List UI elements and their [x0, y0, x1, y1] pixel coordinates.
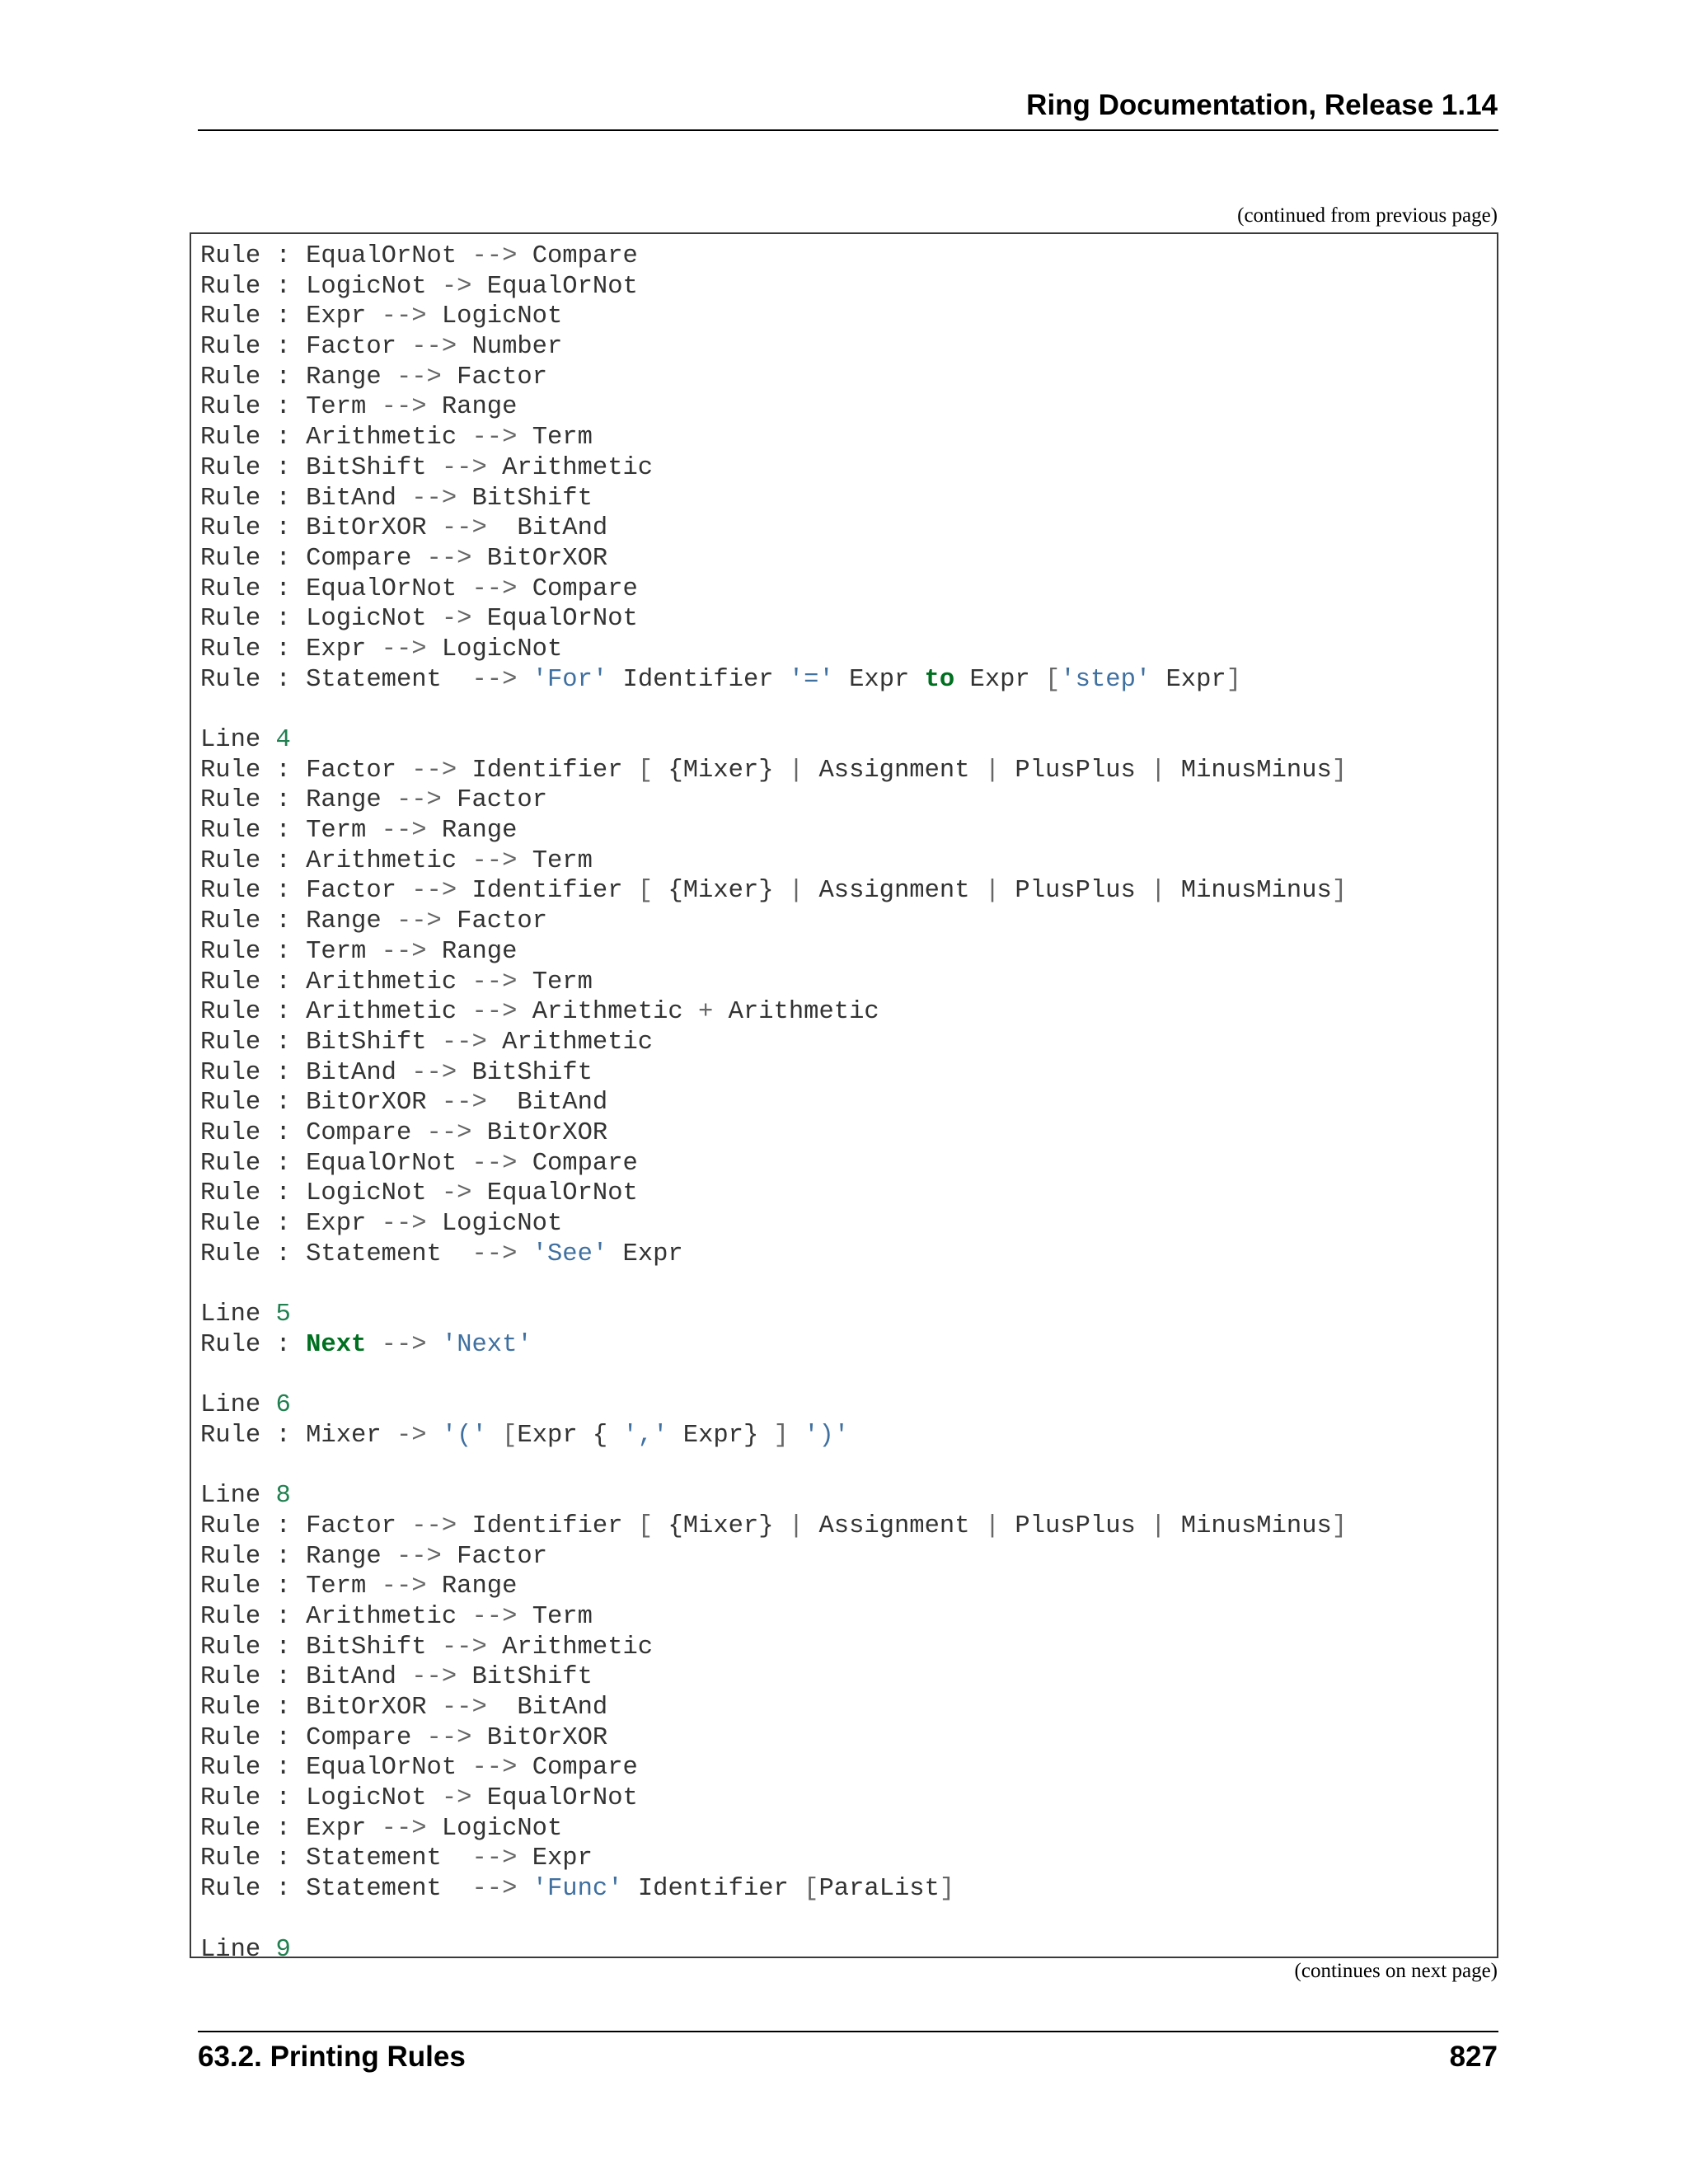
- code-token: Expr: [954, 665, 1046, 694]
- code-token: ]: [939, 1875, 955, 1904]
- code-token: -->: [471, 1149, 518, 1178]
- code-token: ->: [441, 272, 472, 301]
- code-token: Rule : BitShift: [200, 1633, 442, 1661]
- code-line: [200, 1753, 1347, 1783]
- code-line: [200, 1421, 1347, 1451]
- code-token: [366, 1331, 381, 1359]
- code-token: Arithmetic: [486, 453, 654, 482]
- code-token: -->: [381, 1814, 427, 1843]
- code-token: -->: [411, 1511, 457, 1540]
- code-token: -->: [471, 998, 518, 1027]
- code-token: Rule : Factor: [200, 877, 412, 906]
- code-token: BitShift: [457, 1058, 593, 1087]
- code-line: [200, 756, 1347, 786]
- code-token: -->: [471, 1240, 518, 1268]
- code-token: BitOrXOR: [471, 1118, 608, 1147]
- code-line: [200, 968, 1347, 998]
- code-token: ]: [773, 1421, 789, 1450]
- code-line: [200, 1633, 1347, 1663]
- footer-page-number: 827: [1449, 2041, 1498, 2073]
- code-token: -->: [411, 1058, 457, 1087]
- code-token: Line: [200, 1391, 276, 1420]
- code-line: [200, 665, 1347, 696]
- code-token: Arithmetic: [517, 998, 699, 1027]
- code-line: [200, 1179, 1347, 1209]
- code-token: -->: [471, 1602, 518, 1631]
- code-token: Number: [457, 333, 563, 362]
- code-token: Range: [426, 817, 518, 846]
- code-token: 8: [275, 1482, 291, 1511]
- code-token: Rule : Range: [200, 786, 396, 815]
- code-line: [200, 1874, 1347, 1905]
- code-token: BitOrXOR: [471, 544, 608, 573]
- code-token: +: [698, 998, 714, 1027]
- code-token: [517, 666, 532, 694]
- code-token: Identifier: [607, 665, 789, 694]
- code-token: Rule : Term: [200, 393, 382, 422]
- code-line: [200, 1723, 1347, 1754]
- code-token: Rule : Expr: [200, 1814, 382, 1843]
- code-token: [487, 1422, 502, 1450]
- code-line: [200, 846, 1347, 877]
- code-token: [: [637, 1511, 654, 1540]
- footer-section-title: 63.2. Printing Rules: [198, 2041, 466, 2073]
- code-line: [200, 363, 1347, 393]
- code-token: -->: [411, 1663, 457, 1692]
- code-token: ]: [1331, 1511, 1348, 1540]
- code-token: Rule : Arithmetic: [200, 968, 472, 996]
- code-token: -->: [396, 786, 442, 815]
- code-token: Expr {: [517, 1421, 623, 1450]
- code-line: [200, 1844, 1347, 1874]
- code-token: Expr: [833, 665, 925, 694]
- code-token: LogicNot: [426, 302, 563, 331]
- code-token: Expr}: [668, 1421, 774, 1450]
- code-token: -->: [411, 484, 457, 513]
- code-token: EqualOrNot: [471, 1179, 638, 1208]
- code-token: ParaList: [818, 1875, 940, 1904]
- code-line: [200, 1118, 1347, 1149]
- code-line: [200, 1300, 1347, 1330]
- code-token: Line: [200, 1482, 276, 1511]
- code-token: Term: [517, 846, 593, 875]
- code-token: Rule : LogicNot: [200, 1179, 442, 1208]
- code-token: Rule : LogicNot: [200, 272, 442, 301]
- code-token: Rule : Arithmetic: [200, 846, 472, 875]
- code-token: -->: [441, 453, 487, 482]
- page-header-title: Ring Documentation, Release 1.14: [1026, 89, 1498, 121]
- code-token: -->: [471, 665, 518, 694]
- code-token: ')': [804, 1421, 850, 1450]
- code-line: [200, 1269, 1347, 1300]
- code-token: BitShift: [457, 1663, 593, 1692]
- code-token: -->: [471, 424, 518, 452]
- code-token: Rule : Compare: [200, 544, 427, 573]
- code-token: Rule : BitAnd: [200, 1663, 412, 1692]
- code-token: Arithmetic: [486, 1633, 654, 1661]
- code-token: BitAnd: [486, 1694, 608, 1722]
- code-line: [200, 513, 1347, 544]
- code-token: Rule : Arithmetic: [200, 424, 472, 452]
- code-token: [517, 1875, 532, 1903]
- code-line: [200, 785, 1347, 816]
- code-token: Rule : Factor: [200, 756, 412, 785]
- code-line: [200, 574, 1347, 605]
- code-token: '=': [788, 665, 834, 694]
- code-token: |: [984, 877, 1001, 906]
- code-token: -->: [441, 514, 487, 543]
- code-line: [200, 1240, 1347, 1270]
- code-line: [200, 1028, 1347, 1058]
- code-token: Compare: [517, 574, 638, 603]
- code-token: MinusMinus: [1165, 1511, 1332, 1540]
- code-token: Rule : BitOrXOR: [200, 514, 442, 543]
- code-token: '(': [441, 1421, 487, 1450]
- code-line: [200, 876, 1347, 907]
- code-line: [200, 1511, 1347, 1542]
- code-token: Factor: [441, 907, 547, 936]
- code-line: [200, 816, 1347, 846]
- code-line: [200, 1542, 1347, 1572]
- code-token: |: [984, 1511, 1001, 1540]
- code-token: -->: [381, 1210, 427, 1238]
- code-token: -->: [471, 574, 518, 603]
- code-token: Rule : Compare: [200, 1723, 427, 1752]
- code-token: ->: [441, 1179, 472, 1208]
- code-token: ]: [1226, 665, 1242, 694]
- code-line: [200, 725, 1347, 756]
- code-token: Compare: [517, 1754, 638, 1783]
- code-token: Rule : LogicNot: [200, 1784, 442, 1813]
- code-line: [200, 635, 1347, 665]
- code-line: [200, 1330, 1347, 1361]
- code-token: Identifier: [457, 1511, 638, 1540]
- code-line: [200, 1693, 1347, 1723]
- code-token: [: [804, 1875, 819, 1904]
- code-line: [200, 453, 1347, 484]
- code-token: -->: [411, 877, 457, 906]
- code-line: [200, 544, 1347, 574]
- code-token: -->: [471, 1754, 518, 1783]
- code-token: Rule : BitOrXOR: [200, 1089, 442, 1118]
- code-token: [517, 1240, 532, 1268]
- code-line: [200, 1572, 1347, 1602]
- code-token: LogicNot: [426, 635, 563, 663]
- code-token: 9: [275, 1935, 291, 1964]
- code-line: [200, 1935, 1347, 1966]
- code-token: Term: [517, 424, 593, 452]
- code-token: Rule : Factor: [200, 1511, 412, 1540]
- code-token: ->: [396, 1421, 427, 1450]
- code-token: -->: [426, 1118, 472, 1147]
- code-token: ->: [441, 1784, 472, 1813]
- code-token: Rule : Term: [200, 1572, 382, 1601]
- code-token: -->: [471, 1875, 518, 1904]
- code-token: Expr: [517, 1844, 593, 1873]
- code-token: Rule : BitOrXOR: [200, 1694, 442, 1722]
- code-token: [: [1045, 665, 1061, 694]
- code-token: 6: [275, 1391, 291, 1420]
- code-token: {Mixer}: [653, 756, 789, 785]
- code-token: 'See': [532, 1240, 608, 1268]
- code-token: Expr: [607, 1240, 683, 1268]
- code-token: -->: [396, 363, 442, 391]
- code-line: [200, 1783, 1347, 1814]
- code-line: [200, 423, 1347, 453]
- code-token: EqualOrNot: [471, 605, 638, 634]
- code-token: -->: [381, 1572, 427, 1601]
- header-divider: [198, 129, 1498, 131]
- code-token: Range: [426, 937, 518, 966]
- code-token: Rule : Compare: [200, 1118, 427, 1147]
- code-token: -->: [381, 393, 427, 422]
- code-token: -->: [381, 635, 427, 663]
- footer-divider: [198, 2031, 1498, 2032]
- code-token: Rule : Factor: [200, 333, 412, 362]
- code-token: 'step': [1060, 665, 1151, 694]
- code-token: Rule : Statement: [200, 1240, 472, 1268]
- code-token: Rule : Statement: [200, 665, 472, 694]
- code-token: Rule : EqualOrNot: [200, 1149, 472, 1178]
- code-line: [200, 997, 1347, 1028]
- code-line: [200, 1390, 1347, 1421]
- continued-from-previous-note: (continued from previous page): [1237, 204, 1498, 227]
- code-line: [200, 1360, 1347, 1390]
- code-line: [200, 1149, 1347, 1179]
- code-line: [200, 1088, 1347, 1118]
- code-line: [200, 907, 1347, 937]
- code-token: -->: [441, 1633, 487, 1661]
- code-token: Rule : Statement: [200, 1875, 472, 1904]
- code-token: Identifier: [457, 877, 638, 906]
- code-token: BitShift: [457, 484, 593, 513]
- code-line: [200, 695, 1347, 725]
- code-token: -->: [471, 242, 518, 270]
- code-token: 4: [275, 726, 291, 754]
- code-token: Rule : BitShift: [200, 453, 442, 482]
- code-token: Rule : Expr: [200, 635, 382, 663]
- code-token: Rule : Expr: [200, 302, 382, 331]
- code-line: [200, 1481, 1347, 1511]
- code-token: Rule : Term: [200, 937, 382, 966]
- code-token: Compare: [517, 1149, 638, 1178]
- code-line: [200, 332, 1347, 363]
- code-token: Compare: [517, 242, 638, 270]
- code-token: Line: [200, 1935, 276, 1964]
- code-token: Rule : BitAnd: [200, 484, 412, 513]
- code-token: Rule : LogicNot: [200, 605, 442, 634]
- code-token: ',': [622, 1421, 668, 1450]
- code-token: [: [637, 877, 654, 906]
- code-token: Rule : BitShift: [200, 1028, 442, 1057]
- code-token: ]: [1331, 756, 1348, 785]
- code-token: Rule : Range: [200, 907, 396, 936]
- code-token: MinusMinus: [1165, 877, 1332, 906]
- code-token: Line: [200, 1301, 276, 1329]
- code-line: [200, 392, 1347, 423]
- code-token: Rule : Arithmetic: [200, 1602, 472, 1631]
- code-token: Line: [200, 726, 276, 754]
- code-line: [200, 272, 1347, 302]
- code-token: ]: [1331, 877, 1348, 906]
- code-token: Rule : EqualOrNot: [200, 1754, 472, 1783]
- code-token: Arithmetic: [486, 1028, 654, 1057]
- code-token: Arithmetic: [713, 998, 879, 1027]
- code-token: -->: [396, 1542, 442, 1571]
- code-token: Expr: [1151, 665, 1226, 694]
- code-token: BitAnd: [486, 1089, 608, 1118]
- code-line: [200, 1058, 1347, 1089]
- code-token: -->: [441, 1028, 487, 1057]
- code-token: |: [1151, 877, 1166, 906]
- code-token: EqualOrNot: [471, 272, 638, 301]
- code-token: {Mixer}: [653, 1511, 789, 1540]
- code-token: -->: [426, 544, 472, 573]
- code-token: -->: [441, 1694, 487, 1722]
- code-token: 'For': [532, 665, 608, 694]
- code-token: |: [1151, 756, 1166, 785]
- code-token: ->: [441, 605, 472, 634]
- code-token: Rule : BitAnd: [200, 1058, 412, 1087]
- code-token: Identifier: [622, 1875, 804, 1904]
- code-token: [427, 1422, 442, 1450]
- code-line: [200, 1814, 1347, 1844]
- code-token: {Mixer}: [653, 877, 789, 906]
- code-token: Rule : Arithmetic: [200, 998, 472, 1027]
- code-token: -->: [411, 756, 457, 785]
- code-line: [200, 604, 1347, 635]
- code-token: Factor: [441, 1542, 547, 1571]
- code-token: BitAnd: [486, 514, 608, 543]
- continues-on-next-note: (continues on next page): [1294, 1960, 1498, 1982]
- code-token: EqualOrNot: [471, 1784, 638, 1813]
- code-token: Rule : Mixer: [200, 1421, 396, 1450]
- code-token: -->: [396, 907, 442, 936]
- code-listing: [200, 241, 1347, 1965]
- code-token: LogicNot: [426, 1814, 563, 1843]
- code-token: -->: [471, 968, 518, 996]
- code-token: |: [788, 756, 804, 785]
- code-token: Rule :: [200, 1330, 307, 1359]
- code-block: [190, 232, 1498, 1964]
- code-token: Assignment: [804, 1511, 985, 1540]
- code-token: -->: [471, 1844, 518, 1873]
- code-token: Assignment: [804, 877, 985, 906]
- code-token: MinusMinus: [1165, 756, 1332, 785]
- code-token: -->: [471, 846, 518, 875]
- code-token: PlusPlus: [1000, 756, 1151, 785]
- code-token: Range: [426, 393, 518, 422]
- code-token: [: [502, 1421, 518, 1450]
- code-token: -->: [381, 937, 427, 966]
- code-token: LogicNot: [426, 1210, 563, 1238]
- code-token: |: [1151, 1511, 1166, 1540]
- code-token: PlusPlus: [1000, 1511, 1151, 1540]
- code-token: -->: [411, 333, 457, 362]
- code-token: 5: [275, 1301, 291, 1329]
- code-token: Identifier: [457, 756, 638, 785]
- code-token: -->: [381, 302, 427, 331]
- code-token: Assignment: [804, 756, 985, 785]
- code-token: Rule : Statement: [200, 1844, 472, 1873]
- code-token: Rule : EqualOrNot: [200, 574, 472, 603]
- code-token: |: [788, 877, 804, 906]
- code-token: [: [637, 756, 654, 785]
- code-token: Rule : EqualOrNot: [200, 242, 472, 270]
- code-token: Next: [306, 1330, 367, 1359]
- code-token: [789, 1422, 804, 1450]
- code-token: |: [984, 756, 1001, 785]
- code-line: [200, 1905, 1347, 1935]
- code-token: to: [924, 665, 955, 694]
- code-line: [200, 484, 1347, 514]
- code-token: |: [788, 1511, 804, 1540]
- code-line: [200, 1451, 1347, 1482]
- code-token: Term: [517, 968, 593, 996]
- code-token: Term: [517, 1602, 593, 1631]
- code-token: -->: [441, 1089, 487, 1118]
- code-token: Factor: [441, 363, 547, 391]
- code-line: [200, 937, 1347, 968]
- code-token: 'Next': [441, 1330, 532, 1359]
- code-token: [427, 1331, 442, 1359]
- code-token: Factor: [441, 786, 547, 815]
- code-token: 'Func': [532, 1875, 623, 1904]
- code-token: Rule : Range: [200, 1542, 396, 1571]
- code-line: [200, 1662, 1347, 1693]
- code-token: PlusPlus: [1000, 877, 1151, 906]
- code-line: [200, 241, 1347, 272]
- code-token: Rule : Range: [200, 363, 396, 391]
- code-token: Rule : Term: [200, 817, 382, 846]
- code-line: [200, 1602, 1347, 1633]
- code-token: -->: [381, 817, 427, 846]
- code-token: Rule : Expr: [200, 1210, 382, 1238]
- code-line: [200, 1209, 1347, 1240]
- code-token: BitOrXOR: [471, 1723, 608, 1752]
- code-token: Range: [426, 1572, 518, 1601]
- code-token: -->: [381, 1330, 427, 1359]
- code-token: -->: [426, 1723, 472, 1752]
- code-line: [200, 302, 1347, 332]
